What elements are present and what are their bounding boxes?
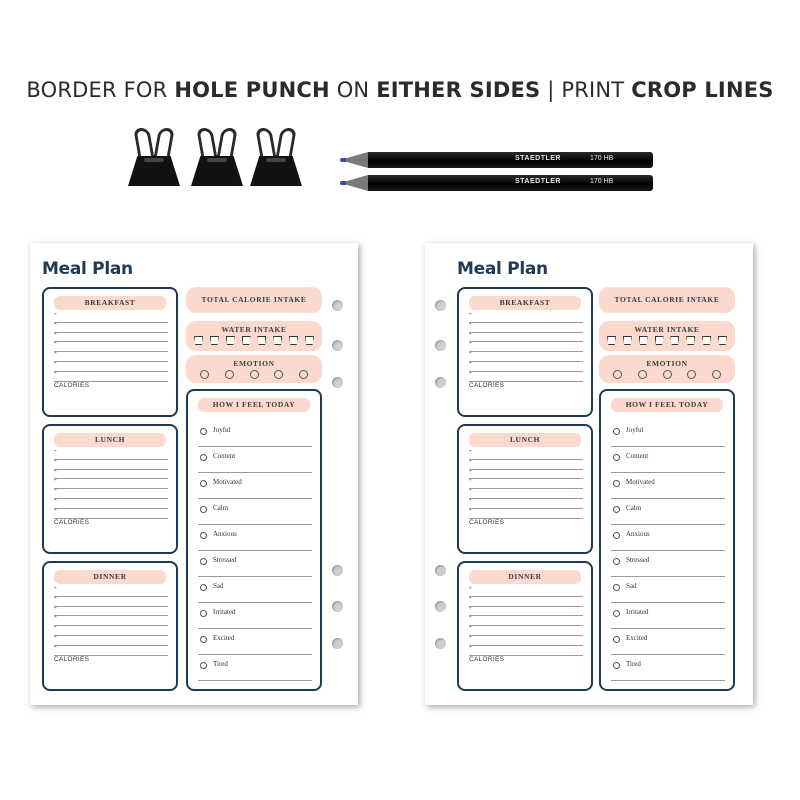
meal-lines (54, 587, 168, 656)
write-line (469, 470, 583, 480)
hole-punch-icon (332, 638, 343, 649)
feeling-label: Calm (626, 504, 642, 512)
headline (0, 78, 800, 102)
calories-label: CALORIES (469, 382, 505, 389)
page-title: Meal Plan (42, 259, 133, 279)
write-line (469, 636, 583, 646)
feeling-item (198, 551, 312, 577)
hole-punch-icon (435, 565, 446, 576)
calories-label: CALORIES (469, 519, 505, 526)
emotion-face-icon (638, 370, 647, 379)
headline-bold: CROP LINES (631, 78, 774, 102)
dinner-label: DINNER (54, 570, 166, 584)
write-line (54, 313, 168, 323)
write-line (469, 626, 583, 636)
hole-punch-icon (332, 565, 343, 576)
write-line (469, 499, 583, 509)
headline-part: BORDER FOR (26, 78, 175, 102)
write-line (54, 333, 168, 343)
water-intake-box (186, 321, 322, 351)
breakfast-section (42, 287, 178, 417)
checkbox-circle-icon (613, 584, 620, 591)
emotion-face-icon (250, 370, 259, 379)
hole-punch-icon (435, 601, 446, 612)
calories-label: CALORIES (54, 519, 90, 526)
feeling-label: Stressed (213, 556, 237, 564)
lunch-label: LUNCH (54, 433, 166, 447)
water-intake-label: WATER INTAKE (634, 325, 700, 334)
water-glass-icon (702, 336, 711, 345)
write-line (54, 470, 168, 480)
feeling-label: Anxious (213, 530, 237, 538)
write-line (469, 362, 583, 372)
emotion-face-icon (225, 370, 234, 379)
emotion-label: EMOTION (646, 359, 688, 368)
emotion-face-icon (687, 370, 696, 379)
calories-label: CALORIES (54, 656, 90, 663)
feel-list (611, 421, 725, 681)
planner-page-left (30, 243, 358, 705)
emotion-face-icon (299, 370, 308, 379)
dinner-section (42, 561, 178, 691)
total-calorie-box (186, 287, 322, 313)
pencil-grade: 170 HB (590, 155, 614, 162)
meal-lines (469, 450, 583, 519)
how-i-feel-section (186, 389, 322, 691)
feeling-label: Irritated (213, 608, 236, 616)
hole-punch-icon (435, 638, 446, 649)
feeling-item (611, 655, 725, 681)
faces-row (200, 370, 308, 379)
hole-punch-icon (332, 601, 343, 612)
write-line (469, 460, 583, 470)
water-intake-box (599, 321, 735, 351)
dinner-section (457, 561, 593, 691)
feeling-label: Joyful (213, 426, 231, 434)
write-line (54, 616, 168, 626)
glasses-row (194, 336, 314, 345)
write-line (469, 587, 583, 597)
write-line (54, 597, 168, 607)
total-calorie-label: TOTAL CALORIE INTAKE (614, 295, 720, 304)
meal-lines (54, 450, 168, 519)
feeling-item (611, 421, 725, 447)
water-glass-icon (718, 336, 727, 345)
how-i-feel-section (599, 389, 735, 691)
write-line (469, 616, 583, 626)
feeling-label: Stressed (626, 556, 650, 564)
dinner-label: DINNER (469, 570, 581, 584)
feeling-label: Motivated (213, 478, 242, 486)
write-line (54, 323, 168, 333)
water-glass-icon (607, 336, 616, 345)
write-line (469, 597, 583, 607)
water-glass-icon (257, 336, 266, 345)
checkbox-circle-icon (200, 610, 207, 617)
checkbox-circle-icon (613, 558, 620, 565)
checkbox-circle-icon (613, 480, 620, 487)
feeling-label: Tired (626, 660, 641, 668)
water-glass-icon (194, 336, 203, 345)
checkbox-circle-icon (613, 636, 620, 643)
feeling-label: Motivated (626, 478, 655, 486)
checkbox-circle-icon (200, 480, 207, 487)
write-line (54, 342, 168, 352)
glasses-row (607, 336, 727, 345)
pencil-grade: 170 HB (590, 178, 614, 185)
water-glass-icon (670, 336, 679, 345)
feeling-item (611, 603, 725, 629)
write-line (469, 489, 583, 499)
how-i-feel-label: HOW I FEEL TODAY (198, 398, 310, 412)
checkbox-circle-icon (200, 584, 207, 591)
write-line (54, 460, 168, 470)
feeling-label: Anxious (626, 530, 650, 538)
page-title: Meal Plan (457, 259, 548, 279)
emotion-label: EMOTION (233, 359, 275, 368)
planner-page-right (425, 243, 753, 705)
total-calorie-box (599, 287, 735, 313)
feeling-item (198, 525, 312, 551)
water-glass-icon (242, 336, 251, 345)
feeling-item (198, 499, 312, 525)
calories-label: CALORIES (54, 382, 90, 389)
meal-lines (54, 313, 168, 382)
breakfast-label: BREAKFAST (54, 296, 166, 310)
feel-list (198, 421, 312, 681)
water-glass-icon (226, 336, 235, 345)
total-calorie-label: TOTAL CALORIE INTAKE (201, 295, 307, 304)
lunch-label: LUNCH (469, 433, 581, 447)
emotion-box (599, 355, 735, 383)
emotion-face-icon (663, 370, 672, 379)
checkbox-circle-icon (613, 610, 620, 617)
write-line (54, 626, 168, 636)
water-glass-icon (639, 336, 648, 345)
checkbox-circle-icon (200, 506, 207, 513)
feeling-item (611, 499, 725, 525)
write-line (469, 342, 583, 352)
meal-lines (469, 313, 583, 382)
hole-punch-icon (435, 300, 446, 311)
feeling-item (611, 525, 725, 551)
write-line (54, 489, 168, 499)
headline-bold: HOLE PUNCH (174, 78, 330, 102)
write-line (54, 509, 168, 519)
feeling-item (198, 603, 312, 629)
water-glass-icon (273, 336, 282, 345)
emotion-face-icon (613, 370, 622, 379)
feeling-item (198, 447, 312, 473)
write-line (54, 352, 168, 362)
hole-punch-icon (332, 377, 343, 388)
checkbox-circle-icon (200, 454, 207, 461)
feeling-item (198, 577, 312, 603)
write-line (54, 646, 168, 656)
faces-row (613, 370, 721, 379)
feeling-item (198, 629, 312, 655)
write-line (469, 450, 583, 460)
feeling-item (611, 577, 725, 603)
feeling-item (611, 551, 725, 577)
write-line (54, 372, 168, 382)
pencil-brand: STAEDTLER (515, 155, 561, 162)
write-line (54, 587, 168, 597)
water-glass-icon (623, 336, 632, 345)
write-line (469, 313, 583, 323)
headline-bold: EITHER SIDES (376, 78, 541, 102)
water-glass-icon (655, 336, 664, 345)
headline-part: | PRINT (540, 78, 632, 102)
binder-clip-icon (128, 128, 180, 190)
calories-label: CALORIES (469, 656, 505, 663)
breakfast-label: BREAKFAST (469, 296, 581, 310)
hole-punch-icon (332, 340, 343, 351)
feeling-label: Calm (213, 504, 229, 512)
feeling-item (611, 629, 725, 655)
feeling-item (611, 447, 725, 473)
write-line (469, 333, 583, 343)
water-glass-icon (686, 336, 695, 345)
feeling-item (198, 473, 312, 499)
emotion-face-icon (200, 370, 209, 379)
pencil-icon (340, 152, 655, 168)
headline-part: ON (329, 78, 377, 102)
lunch-section (42, 424, 178, 554)
binder-clip-icon (250, 128, 302, 190)
write-line (469, 323, 583, 333)
checkbox-circle-icon (200, 532, 207, 539)
meal-lines (469, 587, 583, 656)
feeling-label: Sad (626, 582, 637, 590)
feeling-label: Tired (213, 660, 228, 668)
how-i-feel-label: HOW I FEEL TODAY (611, 398, 723, 412)
write-line (469, 479, 583, 489)
feeling-label: Excited (213, 634, 235, 642)
feeling-item (198, 421, 312, 447)
checkbox-circle-icon (200, 636, 207, 643)
feeling-label: Joyful (626, 426, 644, 434)
checkbox-circle-icon (613, 662, 620, 669)
write-line (54, 636, 168, 646)
write-line (54, 450, 168, 460)
feeling-label: Content (213, 452, 236, 460)
water-glass-icon (305, 336, 314, 345)
feeling-label: Excited (626, 634, 648, 642)
feeling-item (198, 655, 312, 681)
binder-clip-icon (191, 128, 243, 190)
checkbox-circle-icon (200, 558, 207, 565)
feeling-label: Irritated (626, 608, 649, 616)
water-intake-label: WATER INTAKE (221, 325, 287, 334)
pencil-brand: STAEDTLER (515, 178, 561, 185)
write-line (54, 479, 168, 489)
checkbox-circle-icon (613, 506, 620, 513)
write-line (469, 646, 583, 656)
emotion-face-icon (712, 370, 721, 379)
emotion-face-icon (274, 370, 283, 379)
write-line (54, 499, 168, 509)
write-line (54, 362, 168, 372)
write-line (469, 352, 583, 362)
water-glass-icon (210, 336, 219, 345)
feeling-label: Content (626, 452, 649, 460)
write-line (469, 509, 583, 519)
breakfast-section (457, 287, 593, 417)
feeling-label: Sad (213, 582, 224, 590)
write-line (469, 607, 583, 617)
pencil-icon (340, 175, 655, 191)
checkbox-circle-icon (200, 428, 207, 435)
emotion-box (186, 355, 322, 383)
write-line (54, 607, 168, 617)
hole-punch-icon (435, 340, 446, 351)
water-glass-icon (289, 336, 298, 345)
checkbox-circle-icon (613, 532, 620, 539)
hole-punch-icon (435, 377, 446, 388)
checkbox-circle-icon (613, 428, 620, 435)
checkbox-circle-icon (200, 662, 207, 669)
write-line (469, 372, 583, 382)
checkbox-circle-icon (613, 454, 620, 461)
lunch-section (457, 424, 593, 554)
hole-punch-icon (332, 300, 343, 311)
feeling-item (611, 473, 725, 499)
